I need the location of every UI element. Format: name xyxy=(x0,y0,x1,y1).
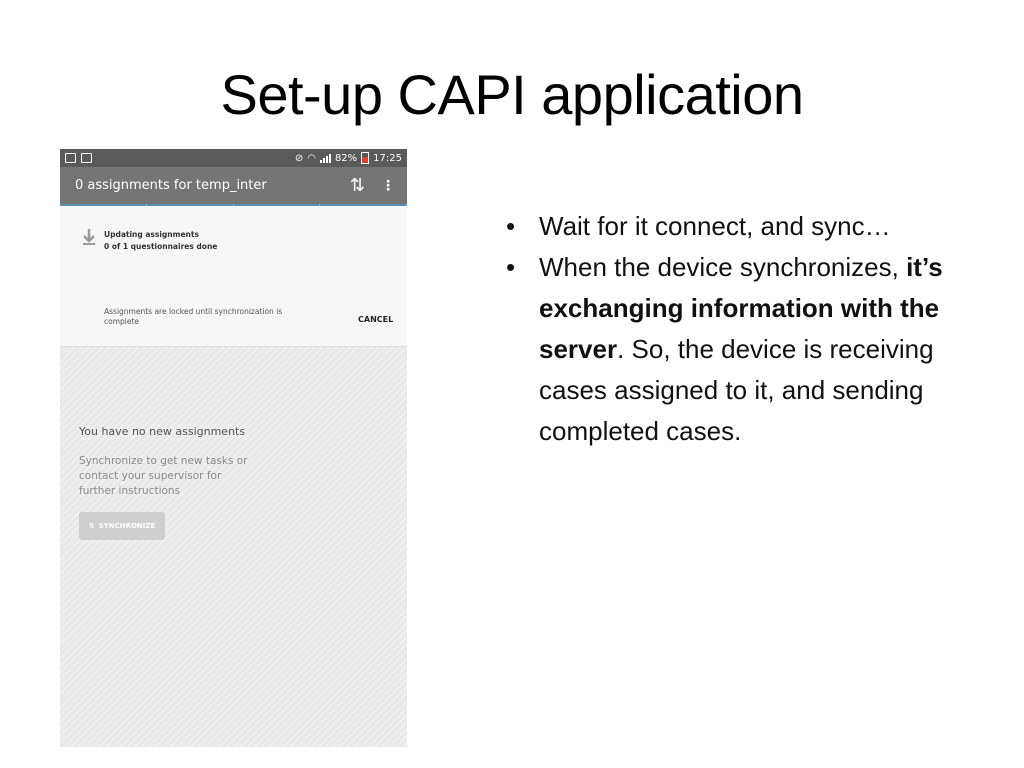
assignments-list xyxy=(60,347,407,747)
app-notification-icon xyxy=(81,153,92,163)
cancel-button[interactable]: CANCEL xyxy=(358,315,394,324)
bullet-item: • Wait for it connect, and sync… xyxy=(506,206,976,247)
bullet-item: • When the device synchronizes, it’s exchanging information with the server. So, the device is receiving cases assigned to it, and sending completed cases. xyxy=(506,247,976,452)
download-arrow-icon xyxy=(82,228,96,246)
sync-progress-text: 0 of 1 questionnaires done xyxy=(104,242,218,251)
status-bar xyxy=(60,149,407,167)
overflow-menu-icon[interactable]: ⋮ xyxy=(381,177,395,194)
wifi-icon: ◠ xyxy=(307,152,316,164)
lock-message: Assignments are locked until synchronization is complete xyxy=(104,307,283,326)
bullet-list xyxy=(506,206,976,452)
sync-progress-panel xyxy=(60,206,407,347)
battery-percent: 82% xyxy=(334,152,358,164)
empty-state-title: You have no new assignments xyxy=(79,425,246,438)
sync-arrows-icon[interactable]: ⇅ xyxy=(349,175,365,196)
synchronize-button[interactable] xyxy=(79,512,165,540)
mute-icon: ⊘ xyxy=(294,152,304,164)
clock: 17:25 xyxy=(373,152,402,164)
slide-title: Set-up CAPI application xyxy=(220,63,804,126)
gallery-notification-icon xyxy=(65,153,76,163)
sync-status-title: Updating assignments xyxy=(104,230,199,239)
synchronize-button-label: SYNCHRONIZE xyxy=(98,522,156,530)
signal-icon xyxy=(320,154,331,163)
battery-icon xyxy=(361,152,369,164)
sync-icon: ⇅ xyxy=(88,522,95,530)
bullet-emphasis: it’s exchanging information with the server xyxy=(539,252,943,364)
app-bar-title: 0 assignments for temp_inter xyxy=(75,178,267,193)
empty-state-subtitle: Synchronize to get new tasks or contact your supervisor for further instructions xyxy=(79,455,248,497)
phone-screenshot xyxy=(60,149,407,747)
app-bar xyxy=(60,167,407,204)
